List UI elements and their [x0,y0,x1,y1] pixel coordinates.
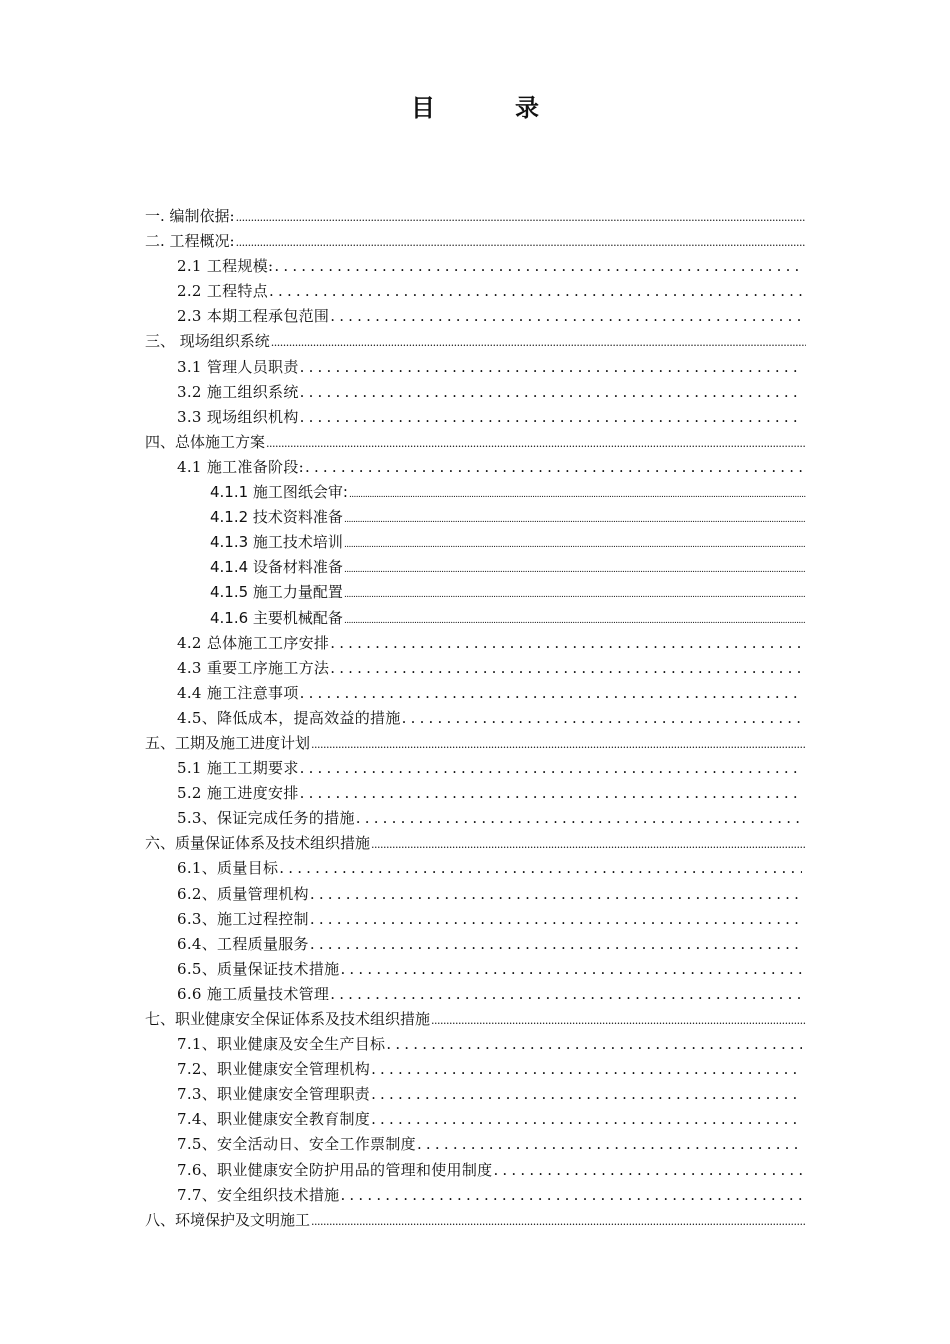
toc-entry-text: 6.2、质量管理机构 [177,884,309,903]
toc-entry-text: 4.1.1 施工图纸会审: [210,483,348,502]
toc-entry-text: 6.4、工程质量服务 [177,934,309,953]
toc-entry-level2[interactable] [145,882,806,907]
dot-leader [310,932,802,957]
toc-entry-text: 2.1 工程规模: [177,257,274,276]
toc-entry-text: 4.3 重要工序施工方法 [177,658,330,677]
toc-entry-level1[interactable] [145,229,806,254]
table-of-contents [145,204,806,1233]
dot-leader [266,431,806,456]
dot-leader [356,806,802,831]
toc-entry-text: 7.6、职业健康安全防护用品的管理和使用制度 [177,1160,493,1179]
dot-leader [305,455,802,480]
toc-entry-level2[interactable] [145,254,806,279]
dot-leader [279,856,802,881]
toc-entry-level3[interactable] [145,480,806,505]
dot-leader [371,1082,802,1107]
toc-entry-level3[interactable] [145,505,806,530]
dot-leader [386,1032,802,1057]
toc-entry-text: 4.1.6 主要机械配备 [210,608,343,627]
page-title: 目 录 [411,93,567,122]
toc-entry-level2[interactable] [145,405,806,430]
toc-entry-text: 5.1 施工工期要求 [177,759,299,778]
toc-entry-text: 7.2、职业健康安全管理机构 [177,1060,371,1079]
dot-leader [300,781,802,806]
toc-entry-text: 七、职业健康安全保证体系及技术组织措施 [145,1010,431,1028]
toc-entry-text: 7.5、安全活动日、安全工作票制度 [177,1135,416,1154]
dot-leader [300,380,802,405]
dot-leader [310,882,802,907]
toc-entry-level1[interactable] [145,1208,806,1233]
toc-entry-level2[interactable] [145,932,806,957]
toc-entry-level2[interactable] [145,1082,806,1107]
dot-leader [330,982,802,1007]
toc-entry-text: 四、总体施工方案 [145,432,266,451]
toc-entry-text: 7.4、职业健康安全教育制度 [177,1110,371,1129]
dot-leader [274,254,802,279]
toc-entry-level2[interactable] [145,1032,806,1057]
toc-entry-text: 五、工期及施工进度计划 [145,733,311,752]
toc-entry-text: 5.2 施工进度安排 [177,784,299,803]
toc-entry-level2[interactable] [145,806,806,831]
toc-entry-level1[interactable] [145,204,806,229]
dot-leader [300,681,802,706]
toc-entry-level2[interactable] [145,455,806,480]
toc-entry-level2[interactable] [145,781,806,806]
dot-leader [371,1057,802,1082]
toc-entry-level2[interactable] [145,279,806,304]
dot-leader [310,907,802,932]
toc-entry-level2[interactable] [145,907,806,932]
toc-entry-text: 一. 编制依据: [145,207,235,225]
toc-entry-level2[interactable] [145,706,806,731]
toc-entry-text: 6.5、质量保证技术措施 [177,959,340,978]
toc-entry-level3[interactable] [145,580,806,605]
toc-entry-text: 6.3、施工过程控制 [177,909,309,928]
toc-entry-level2[interactable] [145,1107,806,1132]
toc-entry-level2[interactable] [145,1132,806,1157]
toc-entry-text: 二. 工程概况: [145,232,235,251]
dot-leader [344,508,806,533]
toc-entry-text: 八、环境保护及文明施工 [145,1210,311,1229]
dot-leader [340,957,802,982]
dot-leader [493,1158,802,1183]
toc-entry-level2[interactable] [145,355,806,380]
toc-entry-text: 4.4 施工注意事项 [177,683,299,702]
toc-entry-level2[interactable] [145,957,806,982]
dot-leader [371,832,806,857]
dot-leader [340,1183,802,1208]
toc-entry-text: 4.2 总体施工工序安排 [177,633,330,652]
dot-leader [311,732,806,757]
dot-leader [330,631,802,656]
dot-leader [344,583,806,608]
toc-entry-level2[interactable] [145,1158,806,1183]
toc-entry-text: 3.2 施工组织系统 [177,382,299,401]
dot-leader [236,230,806,255]
toc-entry-level1[interactable] [145,731,806,756]
dot-leader [330,656,802,681]
dot-leader [344,533,806,558]
toc-entry-level2[interactable] [145,982,806,1007]
toc-entry-text: 三、 现场组织系统 [145,332,270,351]
toc-entry-level2[interactable] [145,656,806,681]
dot-leader [402,706,802,731]
toc-entry-text: 4.1.3 施工技术培训 [210,533,343,552]
toc-entry-text: 2.3 本期工程承包范围 [177,307,330,326]
toc-entry-text: 六、质量保证体系及技术组织措施 [145,834,371,853]
toc-entry-level1[interactable] [145,831,806,856]
toc-entry-level1[interactable] [145,329,806,354]
toc-entry-level2[interactable] [145,1183,806,1208]
toc-entry-level2[interactable] [145,1057,806,1082]
toc-entry-level1[interactable] [145,430,806,455]
toc-entry-level2[interactable] [145,681,806,706]
toc-entry-level2[interactable] [145,304,806,329]
dot-leader [311,1209,806,1234]
dot-leader [271,330,806,355]
toc-entry-text: 6.6 施工质量技术管理 [177,984,330,1003]
toc-entry-level2[interactable] [145,756,806,781]
dot-leader [417,1132,802,1157]
dot-leader [300,405,802,430]
toc-entry-text: 3.3 现场组织机构 [177,407,299,426]
toc-entry-text: 2.2 工程特点 [177,282,269,301]
toc-entry-text: 4.1.2 技术资料准备 [210,508,343,527]
toc-entry-text: 3.1 管理人员职责 [177,357,299,376]
toc-entry-level2[interactable] [145,856,806,881]
toc-entry-text: 7.3、职业健康安全管理职责 [177,1085,371,1104]
dot-leader [300,756,802,781]
toc-entry-text: 4.1.5 施工力量配置 [210,583,343,602]
toc-entry-level1[interactable] [145,1007,806,1032]
toc-entry-text: 4.5、降低成本，提高效益的措施 [177,708,401,727]
toc-entry-text: 7.7、安全组织技术措施 [177,1185,340,1204]
toc-entry-text: 7.1、职业健康及安全生产目标 [177,1035,386,1054]
dot-leader [349,483,806,508]
toc-entry-level3[interactable] [145,606,806,631]
toc-entry-text: 6.1、质量目标 [177,859,279,878]
dot-leader [300,355,802,380]
toc-entry-level3[interactable] [145,555,806,580]
toc-entry-level2[interactable] [145,631,806,656]
toc-entry-text: 4.1.4 设备材料准备 [210,558,343,577]
dot-leader [269,279,802,304]
dot-leader [431,1008,806,1033]
toc-entry-level3[interactable] [145,530,806,555]
toc-entry-text: 4.1 施工准备阶段: [177,457,304,476]
dot-leader [330,304,802,329]
dot-leader [344,558,806,583]
dot-leader [371,1107,802,1132]
toc-entry-level2[interactable] [145,380,806,405]
toc-entry-text: 5.3、保证完成任务的措施 [177,809,355,828]
dot-leader [236,205,806,230]
